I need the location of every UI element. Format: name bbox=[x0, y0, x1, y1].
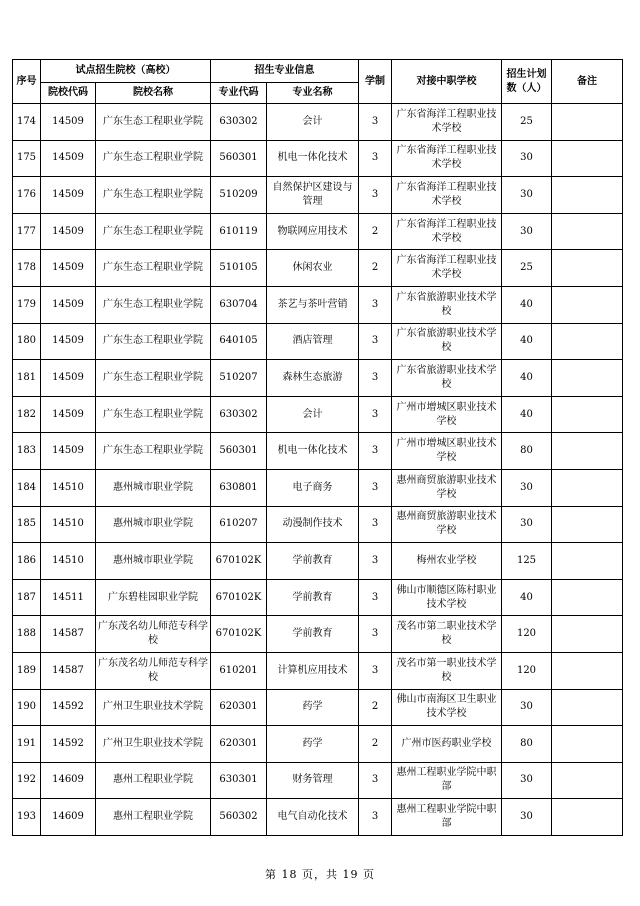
cell-school-code: 14509 bbox=[41, 323, 96, 360]
cell-school-name: 广州卫生职业技术学院 bbox=[96, 689, 211, 726]
cell-major-name: 茶艺与茶叶营销 bbox=[267, 286, 359, 323]
header-major-name: 专业名称 bbox=[267, 83, 359, 104]
cell-plan: 30 bbox=[502, 762, 552, 799]
cell-school-name: 广东生态工程职业学院 bbox=[96, 360, 211, 397]
cell-years: 3 bbox=[359, 323, 392, 360]
cell-major-name: 学前教育 bbox=[267, 616, 359, 653]
cell-seq: 182 bbox=[13, 396, 41, 433]
table-row bbox=[13, 506, 623, 543]
cell-plan: 40 bbox=[502, 286, 552, 323]
cell-plan: 30 bbox=[502, 177, 552, 214]
cell-years: 3 bbox=[359, 799, 392, 836]
cell-school-name: 广东生态工程职业学院 bbox=[96, 286, 211, 323]
header-major-group: 招生专业信息 bbox=[211, 60, 359, 83]
cell-school-name: 广东生态工程职业学院 bbox=[96, 396, 211, 433]
cell-remark bbox=[552, 140, 623, 177]
cell-seq: 192 bbox=[13, 762, 41, 799]
cell-partner: 广东省旅游职业技术学校 bbox=[392, 286, 502, 323]
cell-seq: 187 bbox=[13, 579, 41, 616]
cell-partner: 梅州农业学校 bbox=[392, 543, 502, 580]
cell-years: 3 bbox=[359, 652, 392, 689]
cell-remark bbox=[552, 433, 623, 470]
cell-major-code: 620301 bbox=[211, 726, 267, 763]
cell-school-code: 14509 bbox=[41, 396, 96, 433]
cell-remark bbox=[552, 250, 623, 287]
cell-remark bbox=[552, 616, 623, 653]
cell-school-name: 广东茂名幼儿师范专科学校 bbox=[96, 652, 211, 689]
cell-plan: 80 bbox=[502, 433, 552, 470]
cell-plan: 120 bbox=[502, 616, 552, 653]
cell-major-name: 机电一体化技术 bbox=[267, 433, 359, 470]
table-row bbox=[13, 140, 623, 177]
header-seq: 序号 bbox=[13, 60, 41, 104]
table-row bbox=[13, 433, 623, 470]
table-row bbox=[13, 616, 623, 653]
cell-seq: 175 bbox=[13, 140, 41, 177]
cell-school-code: 14511 bbox=[41, 579, 96, 616]
cell-major-name: 计算机应用技术 bbox=[267, 652, 359, 689]
cell-major-code: 670102K bbox=[211, 579, 267, 616]
cell-plan: 120 bbox=[502, 652, 552, 689]
table-row bbox=[13, 396, 623, 433]
cell-school-code: 14592 bbox=[41, 726, 96, 763]
cell-seq: 190 bbox=[13, 689, 41, 726]
header-years: 学制 bbox=[359, 60, 392, 104]
header-major-code: 专业代码 bbox=[211, 83, 267, 104]
table-row bbox=[13, 762, 623, 799]
cell-major-name: 物联网应用技术 bbox=[267, 213, 359, 250]
cell-major-name: 学前教育 bbox=[267, 579, 359, 616]
cell-school-code: 14509 bbox=[41, 433, 96, 470]
table-row bbox=[13, 799, 623, 836]
cell-seq: 176 bbox=[13, 177, 41, 214]
enrollment-table-container bbox=[12, 59, 622, 836]
cell-major-name: 电气自动化技术 bbox=[267, 799, 359, 836]
cell-school-code: 14609 bbox=[41, 762, 96, 799]
cell-school-name: 广东生态工程职业学院 bbox=[96, 323, 211, 360]
header-remark: 备注 bbox=[552, 60, 623, 104]
table-body bbox=[13, 104, 623, 836]
cell-major-code: 670102K bbox=[211, 543, 267, 580]
cell-school-code: 14509 bbox=[41, 213, 96, 250]
cell-major-code: 620301 bbox=[211, 689, 267, 726]
header-plan: 招生计划数（人） bbox=[502, 60, 552, 104]
cell-major-name: 财务管理 bbox=[267, 762, 359, 799]
cell-partner: 广东省旅游职业技术学校 bbox=[392, 360, 502, 397]
cell-major-name: 自然保护区建设与管理 bbox=[267, 177, 359, 214]
cell-school-code: 14609 bbox=[41, 799, 96, 836]
cell-remark bbox=[552, 506, 623, 543]
cell-years: 3 bbox=[359, 360, 392, 397]
cell-seq: 174 bbox=[13, 104, 41, 141]
cell-major-name: 森林生态旅游 bbox=[267, 360, 359, 397]
cell-major-code: 560301 bbox=[211, 433, 267, 470]
cell-plan: 40 bbox=[502, 396, 552, 433]
cell-partner: 广州市增城区职业技术学校 bbox=[392, 433, 502, 470]
table-row bbox=[13, 469, 623, 506]
cell-years: 3 bbox=[359, 396, 392, 433]
cell-school-name: 广东生态工程职业学院 bbox=[96, 177, 211, 214]
cell-years: 2 bbox=[359, 213, 392, 250]
cell-school-code: 14592 bbox=[41, 689, 96, 726]
cell-school-code: 14509 bbox=[41, 286, 96, 323]
cell-school-name: 广东生态工程职业学院 bbox=[96, 140, 211, 177]
cell-seq: 189 bbox=[13, 652, 41, 689]
cell-plan: 125 bbox=[502, 543, 552, 580]
cell-school-name: 广东生态工程职业学院 bbox=[96, 433, 211, 470]
cell-school-name: 惠州城市职业学院 bbox=[96, 543, 211, 580]
header-school-name: 院校名称 bbox=[96, 83, 211, 104]
cell-plan: 25 bbox=[502, 250, 552, 287]
table-header bbox=[13, 60, 623, 104]
cell-school-name: 惠州工程职业学院 bbox=[96, 762, 211, 799]
header-school-group: 试点招生院校（高校） bbox=[41, 60, 211, 83]
enrollment-table bbox=[12, 59, 623, 836]
cell-school-name: 惠州工程职业学院 bbox=[96, 799, 211, 836]
cell-partner: 广东省海洋工程职业技术学校 bbox=[392, 140, 502, 177]
cell-major-name: 药学 bbox=[267, 689, 359, 726]
cell-major-name: 酒店管理 bbox=[267, 323, 359, 360]
cell-school-code: 14587 bbox=[41, 652, 96, 689]
cell-plan: 40 bbox=[502, 360, 552, 397]
cell-major-name: 会计 bbox=[267, 104, 359, 141]
cell-plan: 80 bbox=[502, 726, 552, 763]
cell-major-name: 休闲农业 bbox=[267, 250, 359, 287]
cell-years: 3 bbox=[359, 616, 392, 653]
cell-major-name: 会计 bbox=[267, 396, 359, 433]
header-partner: 对接中职学校 bbox=[392, 60, 502, 104]
cell-plan: 25 bbox=[502, 104, 552, 141]
cell-years: 3 bbox=[359, 579, 392, 616]
cell-major-code: 640105 bbox=[211, 323, 267, 360]
cell-partner: 广东省海洋工程职业技术学校 bbox=[392, 250, 502, 287]
cell-years: 2 bbox=[359, 726, 392, 763]
table-row bbox=[13, 360, 623, 397]
cell-remark bbox=[552, 726, 623, 763]
cell-school-code: 14510 bbox=[41, 469, 96, 506]
cell-partner: 广东省海洋工程职业技术学校 bbox=[392, 104, 502, 141]
cell-major-code: 510105 bbox=[211, 250, 267, 287]
cell-remark bbox=[552, 543, 623, 580]
cell-seq: 177 bbox=[13, 213, 41, 250]
cell-seq: 178 bbox=[13, 250, 41, 287]
cell-remark bbox=[552, 652, 623, 689]
cell-major-name: 电子商务 bbox=[267, 469, 359, 506]
cell-remark bbox=[552, 469, 623, 506]
cell-major-code: 630704 bbox=[211, 286, 267, 323]
table-row bbox=[13, 177, 623, 214]
cell-partner: 佛山市顺德区陈村职业技术学校 bbox=[392, 579, 502, 616]
cell-major-code: 630302 bbox=[211, 396, 267, 433]
cell-school-name: 惠州城市职业学院 bbox=[96, 506, 211, 543]
cell-plan: 30 bbox=[502, 689, 552, 726]
cell-school-name: 广东生态工程职业学院 bbox=[96, 104, 211, 141]
cell-school-name: 惠州城市职业学院 bbox=[96, 469, 211, 506]
cell-plan: 40 bbox=[502, 579, 552, 616]
cell-school-code: 14509 bbox=[41, 360, 96, 397]
cell-plan: 30 bbox=[502, 213, 552, 250]
cell-years: 3 bbox=[359, 543, 392, 580]
cell-major-code: 610119 bbox=[211, 213, 267, 250]
cell-school-name: 广东生态工程职业学院 bbox=[96, 213, 211, 250]
cell-major-code: 630801 bbox=[211, 469, 267, 506]
cell-remark bbox=[552, 177, 623, 214]
cell-remark bbox=[552, 360, 623, 397]
cell-seq: 180 bbox=[13, 323, 41, 360]
cell-years: 2 bbox=[359, 689, 392, 726]
cell-plan: 30 bbox=[502, 140, 552, 177]
cell-major-code: 610201 bbox=[211, 652, 267, 689]
cell-school-name: 广东生态工程职业学院 bbox=[96, 250, 211, 287]
cell-years: 2 bbox=[359, 250, 392, 287]
cell-years: 3 bbox=[359, 506, 392, 543]
page-number: 第 18 页，共 19 页 bbox=[265, 868, 375, 881]
cell-partner: 广东省海洋工程职业技术学校 bbox=[392, 213, 502, 250]
cell-partner: 广州市增城区职业技术学校 bbox=[392, 396, 502, 433]
cell-remark bbox=[552, 799, 623, 836]
cell-major-code: 630302 bbox=[211, 104, 267, 141]
cell-major-code: 670102K bbox=[211, 616, 267, 653]
cell-seq: 179 bbox=[13, 286, 41, 323]
cell-school-name: 广东茂名幼儿师范专科学校 bbox=[96, 616, 211, 653]
cell-years: 3 bbox=[359, 140, 392, 177]
cell-remark bbox=[552, 396, 623, 433]
table-row bbox=[13, 726, 623, 763]
table-row bbox=[13, 213, 623, 250]
cell-school-code: 14509 bbox=[41, 104, 96, 141]
cell-seq: 188 bbox=[13, 616, 41, 653]
cell-years: 3 bbox=[359, 104, 392, 141]
cell-partner: 惠州商贸旅游职业技术学校 bbox=[392, 469, 502, 506]
cell-partner: 惠州工程职业学院中职部 bbox=[392, 762, 502, 799]
cell-partner: 茂名市第一职业技术学校 bbox=[392, 652, 502, 689]
cell-partner: 茂名市第二职业技术学校 bbox=[392, 616, 502, 653]
cell-plan: 40 bbox=[502, 323, 552, 360]
cell-seq: 186 bbox=[13, 543, 41, 580]
cell-major-code: 610207 bbox=[211, 506, 267, 543]
cell-major-code: 560302 bbox=[211, 799, 267, 836]
cell-seq: 193 bbox=[13, 799, 41, 836]
table-row bbox=[13, 652, 623, 689]
cell-remark bbox=[552, 213, 623, 250]
header-school-code: 院校代码 bbox=[41, 83, 96, 104]
cell-school-code: 14509 bbox=[41, 140, 96, 177]
table-row bbox=[13, 250, 623, 287]
cell-remark bbox=[552, 579, 623, 616]
cell-remark bbox=[552, 689, 623, 726]
cell-seq: 183 bbox=[13, 433, 41, 470]
cell-major-code: 510209 bbox=[211, 177, 267, 214]
cell-years: 3 bbox=[359, 177, 392, 214]
cell-major-code: 510207 bbox=[211, 360, 267, 397]
cell-school-code: 14587 bbox=[41, 616, 96, 653]
cell-years: 3 bbox=[359, 469, 392, 506]
cell-school-name: 广州卫生职业技术学院 bbox=[96, 726, 211, 763]
cell-remark bbox=[552, 286, 623, 323]
cell-school-code: 14509 bbox=[41, 177, 96, 214]
cell-seq: 185 bbox=[13, 506, 41, 543]
cell-partner: 惠州商贸旅游职业技术学校 bbox=[392, 506, 502, 543]
cell-partner: 广东省旅游职业技术学校 bbox=[392, 323, 502, 360]
cell-remark bbox=[552, 762, 623, 799]
cell-major-code: 630301 bbox=[211, 762, 267, 799]
cell-plan: 30 bbox=[502, 469, 552, 506]
cell-partner: 佛山市南海区卫生职业技术学校 bbox=[392, 689, 502, 726]
table-row bbox=[13, 579, 623, 616]
cell-seq: 191 bbox=[13, 726, 41, 763]
cell-partner: 惠州工程职业学院中职部 bbox=[392, 799, 502, 836]
cell-years: 3 bbox=[359, 762, 392, 799]
table-row bbox=[13, 689, 623, 726]
cell-years: 3 bbox=[359, 286, 392, 323]
cell-remark bbox=[552, 323, 623, 360]
cell-seq: 181 bbox=[13, 360, 41, 397]
cell-plan: 30 bbox=[502, 799, 552, 836]
cell-seq: 184 bbox=[13, 469, 41, 506]
cell-partner: 广州市医药职业学校 bbox=[392, 726, 502, 763]
cell-school-code: 14510 bbox=[41, 543, 96, 580]
cell-partner: 广东省海洋工程职业技术学校 bbox=[392, 177, 502, 214]
cell-major-name: 学前教育 bbox=[267, 543, 359, 580]
cell-plan: 30 bbox=[502, 506, 552, 543]
table-row bbox=[13, 286, 623, 323]
cell-school-code: 14510 bbox=[41, 506, 96, 543]
cell-major-name: 机电一体化技术 bbox=[267, 140, 359, 177]
cell-major-code: 560301 bbox=[211, 140, 267, 177]
cell-major-name: 动漫制作技术 bbox=[267, 506, 359, 543]
table-row bbox=[13, 323, 623, 360]
cell-major-name: 药学 bbox=[267, 726, 359, 763]
cell-school-name: 广东碧桂园职业学院 bbox=[96, 579, 211, 616]
cell-remark bbox=[552, 104, 623, 141]
table-row bbox=[13, 543, 623, 580]
table-row bbox=[13, 104, 623, 141]
cell-years: 3 bbox=[359, 433, 392, 470]
cell-school-code: 14509 bbox=[41, 250, 96, 287]
